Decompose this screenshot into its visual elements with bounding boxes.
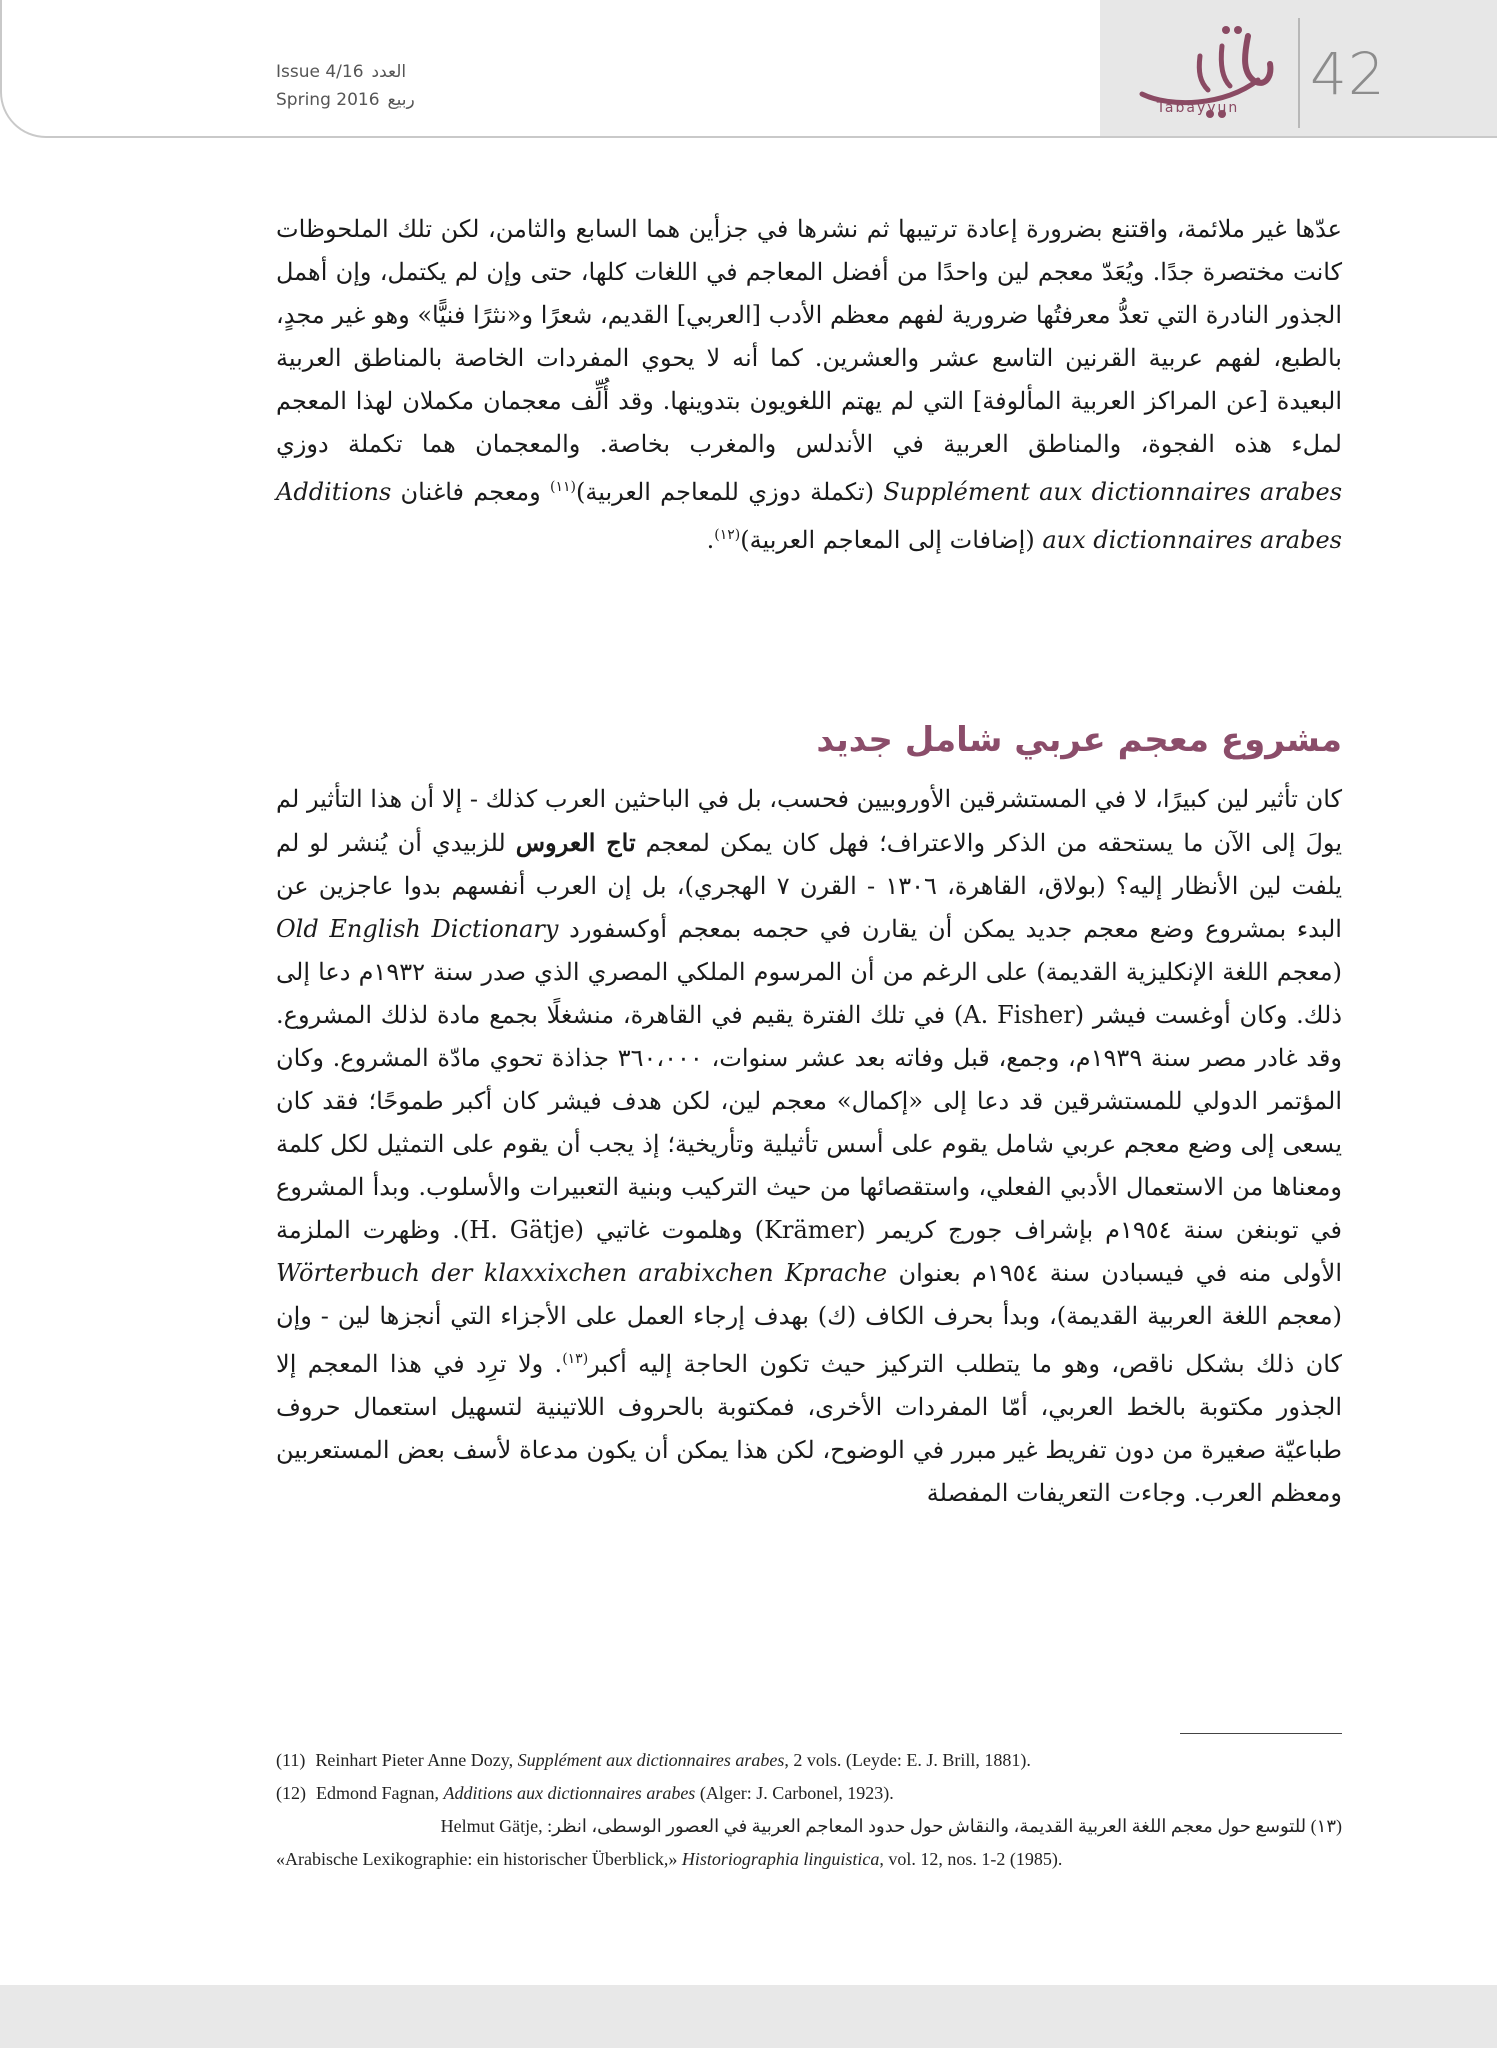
paragraph-2 [276,778,1342,1515]
footnote-number: (11) [276,1750,306,1770]
page-number: 42 [1310,40,1386,108]
paragraph-1-text-e: . [706,526,715,554]
issue-ar: العدد [371,62,407,82]
footnote-arabic-text: للتوسع حول معجم اللغة العربية القديمة، والنقاش حول حدود المعاجم العربية في العصور الوسطى، انظر: [547,1816,1307,1836]
paragraph-1 [276,208,1342,562]
worterbuch-title: Wörterbuch der klaxxixchen arabixchen Kprache [276,1259,888,1287]
footnote-title: Additions aux dictionnaires arabes [443,1783,696,1803]
footnote-divider [1180,1733,1342,1734]
season-ar: ربيع [387,90,415,110]
footnote-author: Edmond Fagnan, [316,1783,444,1803]
issue-info [276,58,423,114]
fagnan-additions-title: Additions aux dictionnaires arabes [276,478,1342,554]
footnote-publication: , vol. 12, nos. 1-2 (1985). [879,1849,1063,1869]
footnotes [276,1744,1342,1876]
footnote-title: Supplément aux dictionnaires arabes [517,1750,785,1770]
issue-line [276,58,423,86]
logo-latin-text: Tabayyun [1156,100,1240,116]
footnote-article-title: «Arabische Lexikographie: ein historischer Überblick,» [276,1849,682,1869]
footnote-number: (١٣) [1310,1816,1342,1836]
footnote-publication: , 2 vols. (Leyde: E. J. Brill, 1881). [784,1750,1031,1770]
paragraph-2-text-a: كان تأثير لين كبيرًا، لا في المستشرقين الأوروبيين فحسب، بل في الباحثين العرب كذلك - إلا أن هذا التأثير لم يولَ إلى الآن ما يستحقه من الذكر والاعتراف؛ فهل كان يمكن لمعجم [276,785,1343,857]
paragraph-2-text-e: . ولا ترِد في هذا المعجم إلا الجذور مكتوبة بالخط العربي، أمّا المفردات الأخرى، فمكتوبة بالحروف اللاتينية لتسهيل استعمال حروف طباعيّة صغيرة من دون تفريط غير مبرر في الوضوح، لكن هذا يمكن أن يكون مدعاة لأسف بعض المستعربين ومعظم العرب. وجاءت التعريفات المفصلة [276,1350,1342,1507]
season-en: Spring 2016 [276,90,380,110]
page-footer-band [0,1985,1497,2048]
footnote-journal: Historiographia linguistica [681,1849,880,1869]
footnote-12 [276,1777,1342,1810]
paragraph-2-text-b: للزبيدي أن يُنشر لو لم يلفت لين الأنظار إليه؟ (بولاق، القاهرة، ١٣٠٦ - القرن ٧ الهجري)، بل إن العرب أنفسهم بدوا عاجزين عن البدء بمشروع وضع معجم جديد يمكن أن يقارن في حجمه بمعجم أوكسفورد [276,829,1343,943]
footnote-13 [276,1810,1342,1843]
old-english-dictionary-title: Old English Dictionary [276,915,559,943]
footnote-ref-11[interactable]: (١١) [549,479,576,495]
paragraph-1-text-a: عدّها غير ملائمة، واقتنع بضرورة إعادة ترتيبها ثم نشرها في جزأين هما السابع والثامن، لكن تلك الملحوظات كانت مختصرة جدًا. ويُعَدّ معجم لين واحدًا من أفضل المعاجم في اللغات كلها، حتى وإن لم يكتمل، وإن أهمل الجذور النادرة التي تعدُّ معرفتُها ضرورية لفهم معظم الأدب [العربي] القديم، شعرًا و«نثرًا فنيًّا» وهو غير مجدٍ، بالطبع، لفهم عربية القرنين التاسع عشر والعشرين. كما أنه لا يحوي المفردات الخاصة بالمناطق العربية البعيدة [عن المراكز العربية المألوفة] التي لم يهتم اللغويون بتدوينها. وقد أُلِّف معجمان مكملان لهذا المعجم لملء هذه الفجوة، والمناطق العربية في الأندلس والمغرب بخاصة. والمعجمان هما تكملة دوزي [276,215,1342,458]
paragraph-2-text-d: (معجم اللغة العربية القديمة)، وبدأ بحرف الكاف (ك) بهدف إرجاء العمل على الأجزاء التي أنجزها لين - وإن كان ذلك بشكل ناقص، وهو ما يتطلب التركيز حيث تكون الحاجة إليه أكبر [276,1302,1342,1378]
paragraph-2-text-c: (معجم اللغة الإنكليزية القديمة) على الرغم من أن المرسوم الملكي المصري الذي صدر سنة ١٩٣٢م دعا إلى ذلك. وكان أوغست فيشر (A. Fisher) في تلك الفترة يقيم في القاهرة، منشغلًا بجمع مادة لذلك المشروع. وقد غادر مصر سنة ١٩٣٩م، وجمع، قبل وفاته بعد عشر سنوات، ٣٦٠،٠٠٠ جذاذة تحوي مادّة المشروع. وكان المؤتمر الدولي للمستشرقين قد دعا إلى «إكمال» معجم لين، لكن هدف فيشر كان أكبر طموحًا؛ فقد كان يسعى إلى وضع معجم عربي شامل يقوم على أسس تأثيلية وتأريخية؛ إذ يجب أن يقوم على التمثيل لكل كلمة ومعناها من الاستعمال الأدبي الفعلي، واستقصائها من حيث التركيب وبنية التعبيرات والأسلوب. وبدأ المشروع في توبنغن سنة ١٩٥٤م بإشراف جورج كريمر (Krämer) وهلموت غاتيي (H. Gätje). وظهرت الملزمة الأولى منه في فيسبادن سنة ١٩٥٤م بعنوان [276,958,1343,1287]
header-separator [1298,18,1300,128]
season-line [276,86,423,114]
dozy-supplement-title: Supplément aux dictionnaires arabes [883,478,1343,506]
footnote-author: Helmut Gätje, [440,1816,543,1836]
footnote-author: Reinhart Pieter Anne Dozy, [315,1750,518,1770]
footnote-number: (12) [276,1783,306,1803]
section-title: مشروع معجم عربي شامل جديد [816,720,1342,760]
paragraph-1-text-d: (إضافات إلى المعاجم العربية) [740,526,1043,554]
paragraph-1-text-c: ومعجم فاغنان [391,478,550,506]
footnote-publication: (Alger: J. Carbonel, 1923). [695,1783,894,1803]
footnote-13-continued [276,1843,1342,1876]
footnote-ref-12[interactable]: (١٢) [714,527,741,543]
issue-en: Issue 4/16 [276,62,364,82]
footnote-ref-13[interactable]: (١٣) [562,1351,589,1367]
paragraph-1-text-b: (تكملة دوزي للمعاجم العربية) [575,478,884,506]
taj-al-arus-title: تاج العروس [515,828,636,857]
footnote-11 [276,1744,1342,1777]
